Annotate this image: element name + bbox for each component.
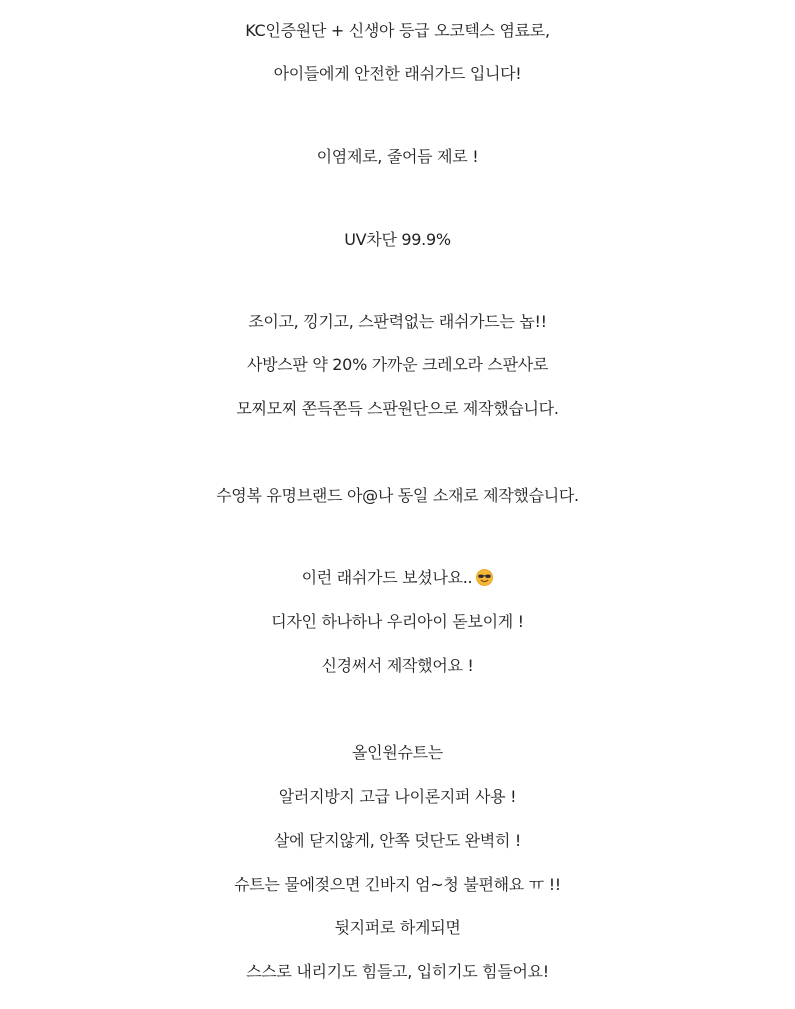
text-line-13: 알러지방지 고급 나이론지퍼 사용 ! [278,787,517,806]
text-line-3: 이염제로, 줄어듬 제로 ! [316,147,479,166]
text-line-9 [0,567,795,589]
text-line-12: 올인원슈트는 [352,743,443,762]
text-line-17: 스스로 내리기도 힘들고, 입히기도 힘들어요! [246,962,549,981]
text-line-1: KC인증원단 + 신생아 등급 오코텍스 염료로, [245,21,550,40]
text-line-14: 살에 닫지않게, 안쪽 덧단도 완벽히 ! [273,831,521,850]
text-line-2: 아이들에게 안전한 래쉬가드 입니다! [273,64,522,83]
text-line-5: 조이고, 낑기고, 스판력없는 래쉬가드는 놉!! [248,312,547,331]
text-line-15: 슈트는 물에젖으면 긴바지 엄~청 불편해요 ㅠ !! [234,875,561,894]
text-line-11: 신경써서 제작했어요 ! [321,656,474,675]
text-line-16: 뒷지퍼로 하게되면 [334,918,461,937]
text-line-4: UV차단 99.9% [344,230,451,249]
text-line-7: 모찌모찌 쫀득쫀득 스판원단으로 제작했습니다. [236,399,559,418]
text-line-6: 사방스판 약 20% 가까운 크레오라 스판사로 [246,355,549,374]
text-line-9-text: 이런 래쉬가드 보셨나요.. [301,568,473,587]
sunglasses-face-icon [476,569,493,586]
text-line-8: 수영복 유명브랜드 아@나 동일 소재로 제작했습니다. [216,486,579,505]
text-line-10: 디자인 하나하나 우리아이 돋보이게 ! [271,612,524,631]
